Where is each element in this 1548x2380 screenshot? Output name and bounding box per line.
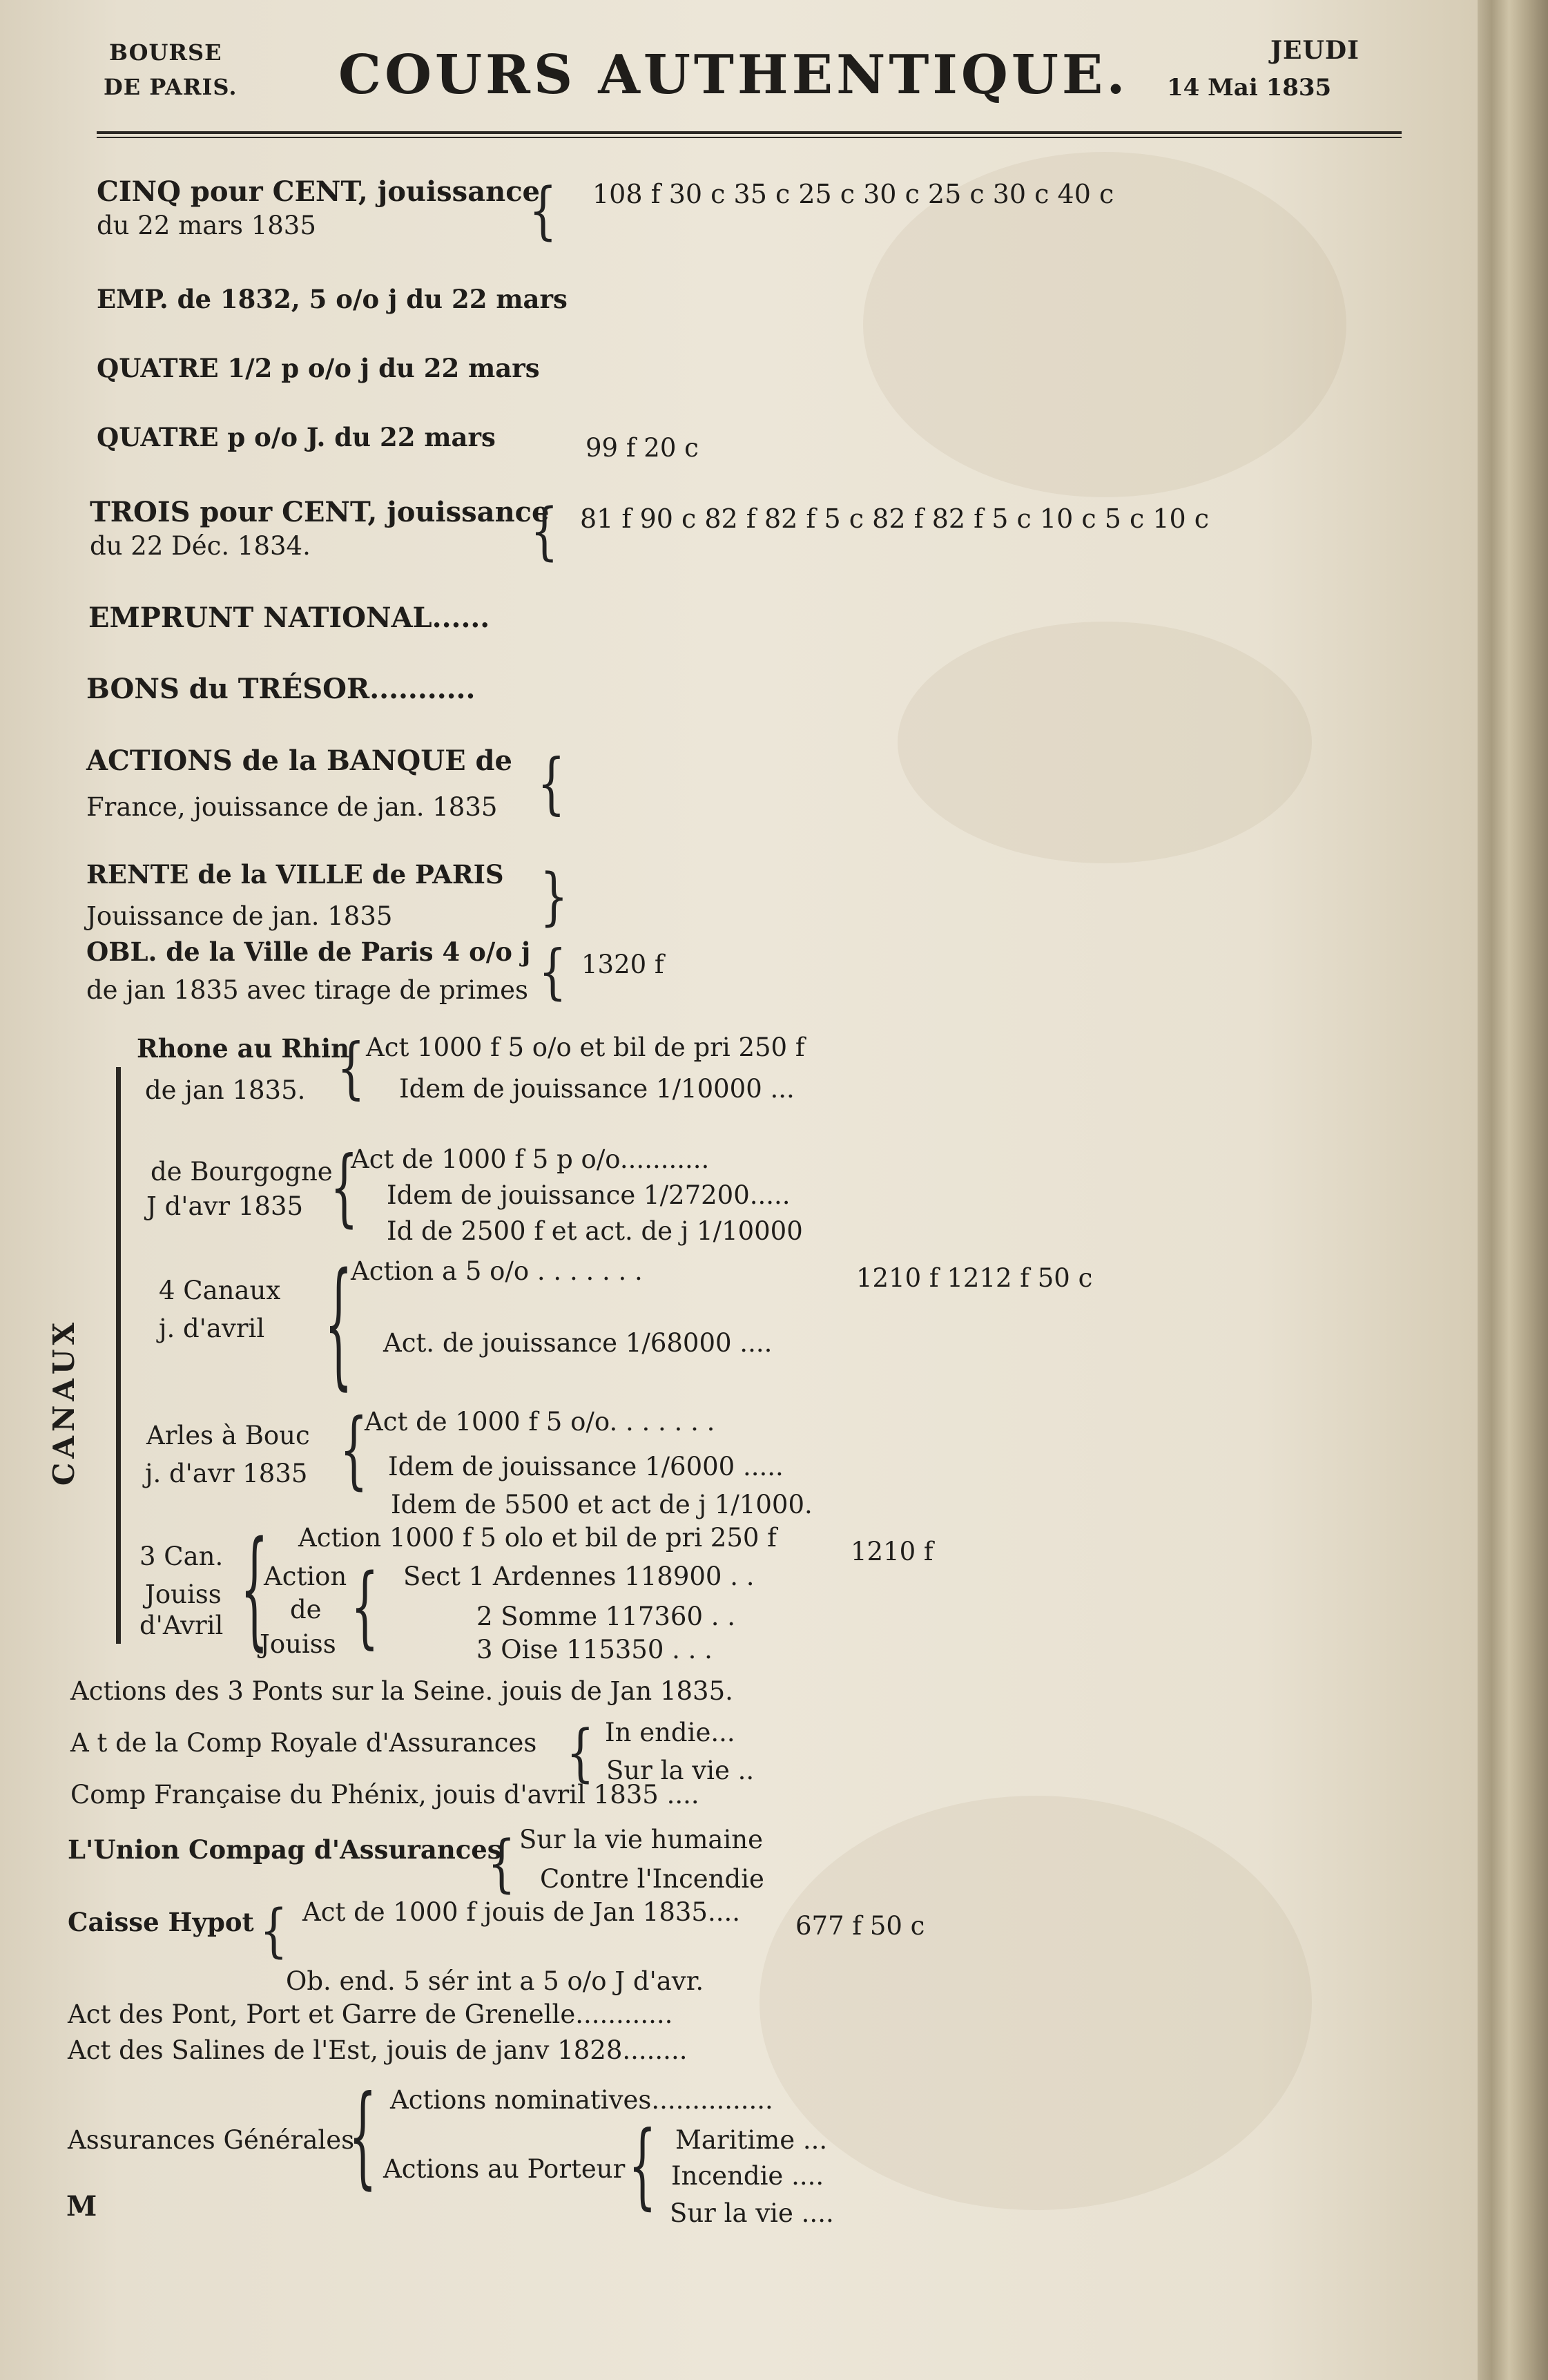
bourgogne-line2: J d'avr 1835 (146, 1191, 304, 1221)
comp-royale-vie: Sur la vie .. (606, 1756, 755, 1785)
ponts-seine: Actions des 3 Ponts sur la Seine. jouis de Jan 1835. (70, 1676, 733, 1706)
quatre-canaux-action: Action a 5 o/o . . . . . . . (351, 1256, 643, 1286)
quatre-price: 99 f 20 c (586, 433, 699, 463)
action-de-jouiss-3: Jouiss (260, 1629, 336, 1659)
canaux-label: CANAUX (47, 1318, 81, 1486)
quatre-canaux-line2: j. d'avril (159, 1314, 265, 1343)
brace: { (349, 2073, 377, 2202)
act-salines: Act des Salines de l'Est, jouis de janv 1828........ (68, 2035, 688, 2065)
obl-price: 1320 f (581, 950, 664, 979)
brace: { (566, 1718, 594, 1790)
rente-ville-line1: RENTE de la VILLE de PARIS (86, 859, 504, 890)
bons-du-tresor: BONS du TRÉSOR........... (86, 673, 476, 705)
ob-end: Ob. end. 5 sér int a 5 o/o J d'avr. (286, 1966, 704, 1996)
sect-ardennes: Sect 1 Ardennes 118900 . . (403, 1562, 755, 1591)
actions-nominatives: Actions nominatives............... (390, 2085, 773, 2115)
bourgogne-idem: Idem de jouissance 1/27200..... (387, 1180, 791, 1210)
brace: { (487, 1829, 516, 1901)
brace: { (351, 1557, 379, 1659)
actions-au-porteur: Actions au Porteur (383, 2154, 626, 2184)
brace: { (325, 1246, 353, 1405)
sect-oise: 3 Oise 115350 . . . (476, 1635, 713, 1664)
sect-somme: 2 Somme 117360 . . (476, 1602, 736, 1631)
trois-canaux-line3: d'Avril (139, 1611, 224, 1640)
header-de-paris: DE PARIS. (104, 74, 238, 100)
porteur-vie: Sur la vie .... (670, 2198, 834, 2228)
caisse-act: Act de 1000 f jouis de Jan 1835.... (302, 1897, 740, 1927)
brace: { (539, 938, 567, 1008)
rente-ville-line2: Jouissance de jan. 1835 (86, 901, 393, 931)
brace: { (340, 1402, 368, 1500)
brace: { (530, 497, 559, 568)
comp-royale-incendie: In endie... (605, 1718, 735, 1747)
brace: { (260, 1898, 288, 1965)
porteur-maritime: Maritime ... (675, 2125, 828, 2155)
assurances-generales: Assurances Générales (68, 2125, 355, 2155)
trois-canaux-line2: Jouiss (145, 1580, 222, 1609)
caisse-price: 677 f 50 c (795, 1911, 925, 1941)
arles-line2: j. d'avr 1835 (145, 1459, 308, 1488)
trois-pour-cent-line1: TROIS pour CENT, jouissance (90, 496, 550, 528)
header-date: 14 Mai 1835 (1167, 74, 1332, 102)
rhone-line1: Rhone au Rhin (137, 1033, 350, 1064)
trois-canaux-line1: 3 Can. (139, 1542, 224, 1571)
emp-1832: EMP. de 1832, 5 o/o j du 22 mars (97, 284, 568, 314)
book-page-edge (1478, 0, 1548, 2380)
porteur-incendie: Incendie .... (671, 2161, 824, 2191)
comp-phenix: Comp Française du Phénix, jouis d'avril 1835 .... (70, 1780, 699, 1810)
arles-line1: Arles à Bouc (146, 1421, 310, 1450)
header-bourse: BOURSE (109, 39, 222, 66)
actions-banque-line2: France, jouissance de jan. 1835 (86, 792, 498, 822)
quatre-canaux-line1: 4 Canaux (159, 1276, 281, 1305)
trois-pour-cent-line2: du 22 Déc. 1834. (90, 531, 311, 561)
quatre-demi: QUATRE 1/2 p o/o j du 22 mars (97, 353, 540, 383)
brace: { (337, 1030, 365, 1108)
cinq-pour-cent-line2: du 22 mars 1835 (97, 211, 316, 240)
brace: { (330, 1140, 358, 1238)
arles-idem-2: Idem de 5500 et act de j 1/1000. (391, 1490, 813, 1519)
header-day: JEUDI (1270, 36, 1360, 65)
arles-act: Act de 1000 f 5 o/o. . . . . . . (365, 1407, 715, 1437)
obl-ville-line1: OBL. de la Ville de Paris 4 o/o j (86, 937, 531, 967)
act-grenelle: Act des Pont, Port et Garre de Grenelle............ (68, 1999, 673, 2029)
action-de-jouiss-1: Action (264, 1562, 347, 1591)
rhone-idem: Idem de jouissance 1/10000 ... (399, 1074, 795, 1104)
cinq-pour-cent-line1: CINQ pour CENT, jouissance (97, 175, 540, 208)
quatre-pour-cent: QUATRE p o/o J. du 22 mars (97, 422, 496, 452)
trois-canaux-price: 1210 f (851, 1537, 933, 1566)
quatre-canaux-jouissance: Act. de jouissance 1/68000 .... (383, 1328, 773, 1358)
emprunt-national: EMPRUNT NATIONAL...... (88, 602, 490, 634)
paper-stain (760, 1796, 1312, 2210)
header-rule-thin (97, 137, 1402, 138)
union-vie: Sur la vie humaine (519, 1825, 764, 1854)
signature-mark: M (66, 2190, 97, 2223)
quatre-canaux-price: 1210 f 1212 f 50 c (856, 1263, 1093, 1293)
rhone-act: Act 1000 f 5 o/o et bil de pri 250 f (366, 1033, 805, 1062)
comp-royale: A t de la Comp Royale d'Assurances (70, 1728, 537, 1758)
brace: { (240, 1516, 269, 1665)
canaux-vertical-rule (116, 1067, 121, 1644)
bourgogne-line1: de Bourgogne (151, 1157, 333, 1187)
rhone-line2: de jan 1835. (145, 1075, 306, 1105)
cinq-pour-cent-prices: 108 f 30 c 35 c 25 c 30 c 25 c 30 c 40 c (592, 179, 1114, 209)
brace: } (540, 862, 568, 934)
bourgogne-id: Id de 2500 f et act. de j 1/10000 (387, 1216, 803, 1246)
brace: { (529, 176, 557, 248)
union-compagnie: L'Union Compag d'Assurances (68, 1834, 502, 1865)
obl-ville-line2: de jan 1835 avec tirage de primes (86, 975, 529, 1005)
action-de-jouiss-2: de (290, 1595, 322, 1624)
brace: { (537, 746, 565, 823)
trois-canaux-action: Action 1000 f 5 olo et bil de pri 250 f (298, 1523, 777, 1553)
union-incendie: Contre l'Incendie (540, 1864, 764, 1894)
header-rule (97, 131, 1402, 134)
paper-stain (898, 622, 1312, 863)
page-title: COURS AUTHENTIQUE. (338, 44, 1129, 106)
brace: { (628, 2113, 657, 2220)
trois-pour-cent-prices: 81 f 90 c 82 f 82 f 5 c 82 f 82 f 5 c 10 c 5 c 10 c (580, 503, 1210, 534)
arles-idem: Idem de jouissance 1/6000 ..... (388, 1452, 784, 1481)
actions-banque-line1: ACTIONS de la BANQUE de (86, 745, 512, 777)
caisse-hypot: Caisse Hypot (68, 1907, 254, 1937)
bourgogne-act: Act de 1000 f 5 p o/o........... (351, 1144, 710, 1174)
